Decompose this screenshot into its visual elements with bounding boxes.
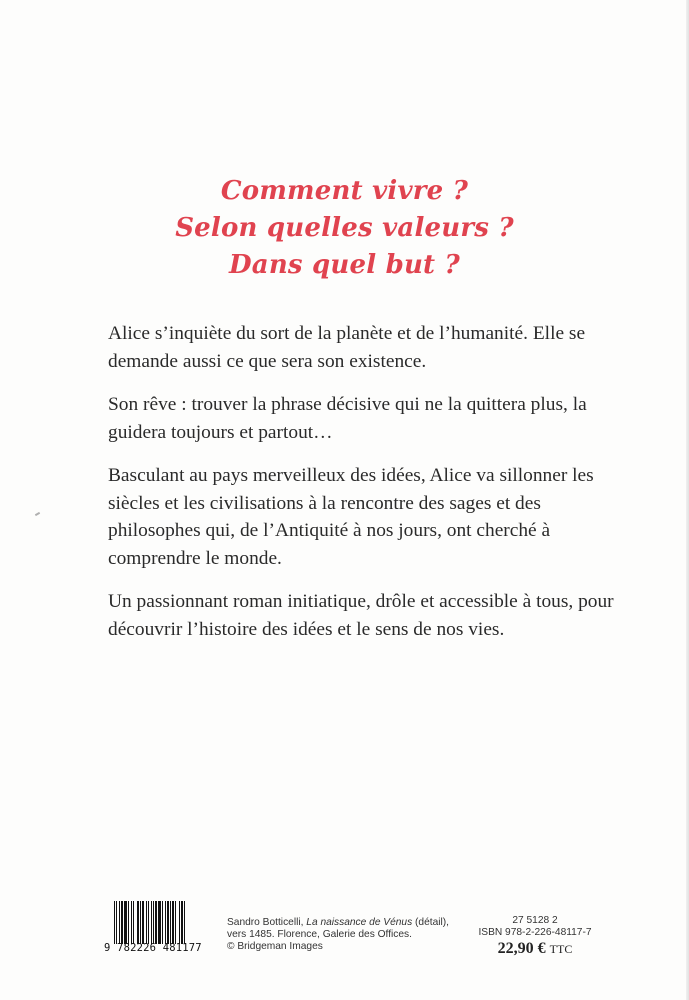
blurb-paragraph-1: Alice s’inquiète du sort de la planète et de l’humanité. Elle se demande aussi ce que sera son existence. — [108, 323, 586, 372]
barcode-digits: 9 782226 481177 — [104, 942, 202, 954]
isbn: ISBN 978-2-226-48117-7 — [478, 927, 592, 938]
blurb-paragraph-4: Un passionnant roman initiatique, drôle et accessible à tous, pour découvrir l’histoire des idées et le sens de nos vies. — [108, 591, 614, 640]
barcode-bars — [114, 901, 211, 944]
blurb-paragraph-2: Son rêve : trouver la phrase décisive qui ne la quittera plus, la guidera toujours et partout… — [108, 394, 587, 443]
price — [470, 940, 600, 958]
blurb-paragraph-3: Basculant au pays merveilleux des idées, Alice va sillonner les siècles et les civilisations à la rencontre des sages et des philosophes qui, de l’Antiquité à nos jours, ont cherché à comprendre le monde. — [108, 465, 594, 569]
barcode — [104, 901, 212, 955]
tagline-line-1: Comment vivre ? — [220, 176, 469, 206]
credit-artist: Sandro Botticelli, — [227, 917, 307, 928]
price-block — [470, 915, 600, 958]
image-credit — [227, 917, 449, 953]
credit-work-title: La naissance de Vénus — [306, 917, 413, 928]
tagline — [0, 173, 689, 284]
stray-mark — [35, 512, 40, 516]
tagline-line-3: Dans quel but ? — [229, 250, 460, 280]
credit-line-1 — [227, 917, 449, 929]
credit-line-3: © Bridgeman Images — [227, 941, 323, 952]
credit-detail: (détail), — [412, 917, 450, 928]
credit-line-2: vers 1485. Florence, Galerie des Offices. — [227, 929, 412, 940]
product-code: 27 5128 2 — [512, 915, 558, 926]
tagline-line-2: Selon quelles valeurs ? — [175, 213, 514, 243]
price-value: 22,90 € — [497, 940, 546, 957]
tax-label: TTC — [549, 942, 573, 956]
blurb — [108, 320, 628, 659]
